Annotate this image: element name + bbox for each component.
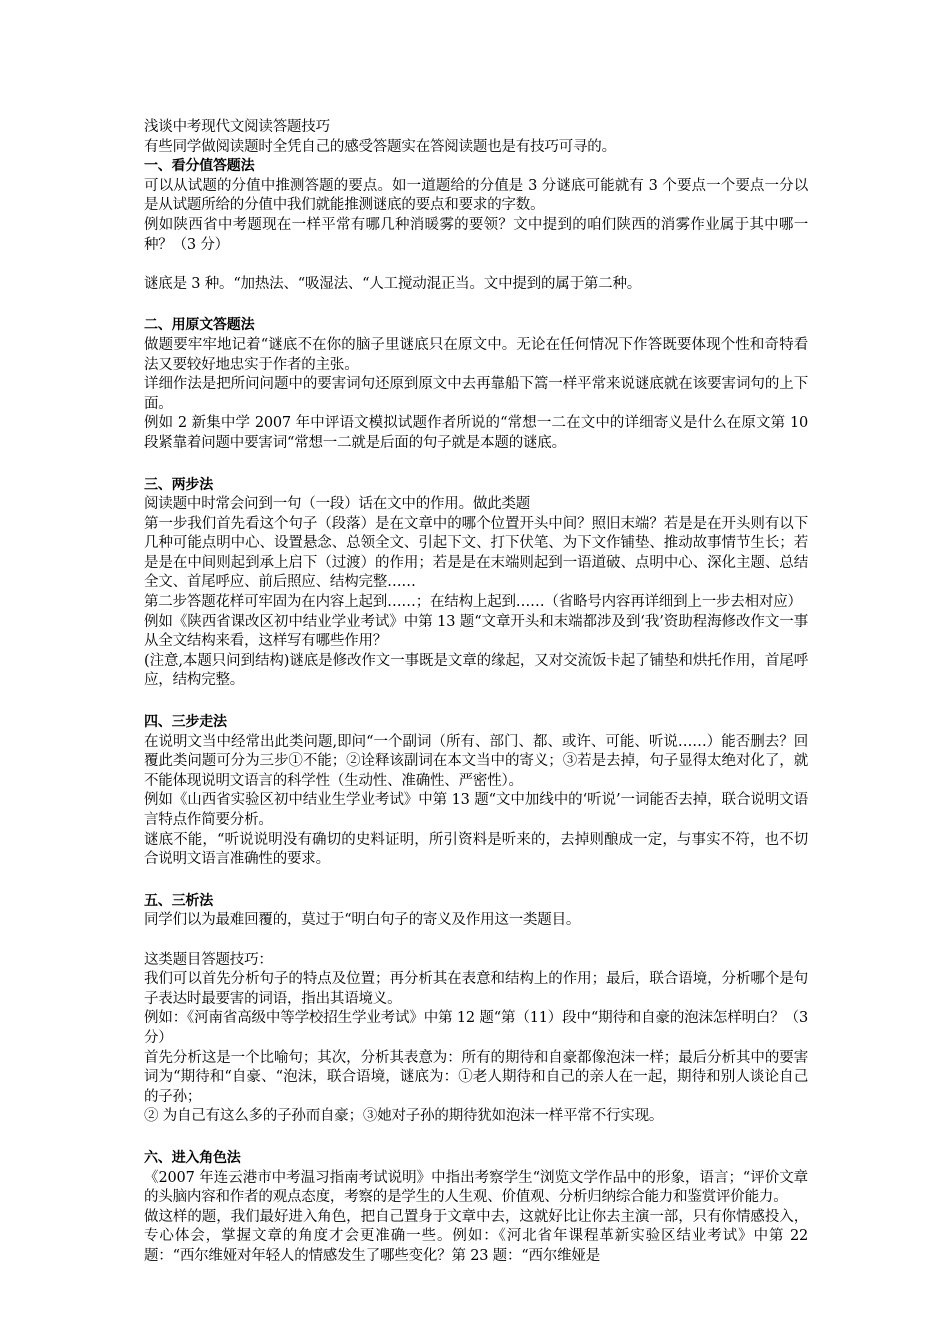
section-paragraph: 阅读题中时常会问到一句（一段）话在文中的作用。做此类题	[144, 496, 531, 513]
section-paragraph: 在说明文当中经常出此类问题,即问“一个副词（所有、部门、都、或许、可能、听说……）能否删去？回覆此类问题可分为三步①不能；②诠释该副词在本文当中的寄义；③若是去掉，句子显得太绝对化了，就不能体现说明文语言的科学性（生动性、准确性、严密性）。	[144, 733, 808, 789]
section-heading: 二、用原文答题法	[144, 317, 255, 334]
section-three-analysis-method	[144, 892, 808, 1127]
section-paragraph: 同学们以为最难回覆的，莫过于“明白句子的寄义及作用这一类题目。	[144, 912, 581, 929]
blank-line	[144, 931, 808, 951]
section-score-method	[144, 157, 808, 294]
document-body	[144, 118, 808, 1288]
section-paragraph: 做这样的题，我们最好进入角色，把自己置身于文章中去，这就好比让你去主演一部，只有你情感投入，专心体会，掌握文章的角度才会更准确一些。例如：《河北省年课程革新实验区结业考试》中第 22 题：“西尔维娅对年轻人的情感发生了哪些变化？第 23 题：“西尔维娅是	[144, 1208, 808, 1264]
section-paragraph: 这类题目答题技巧：	[144, 951, 273, 968]
section-role-method	[144, 1149, 808, 1267]
section-paragraph: 可以从试题的分值中推测答题的要点。如一道题给的分值是 3 分谜底可能就有 3 个要点一个要点一分以是从试题所给的分值中我们就能推测谜底的要点和要求的字数。	[144, 177, 808, 214]
section-three-step-method	[144, 713, 808, 870]
section-paragraph: (注意,本题只问到结构)谜底是修改作文一事既是文章的缘起，又对交流饭卡起了铺垫和烘托作用，首尾呼应，结构完整。	[144, 652, 808, 689]
section-original-text-method	[144, 316, 808, 453]
section-paragraph: 第一步我们首先看这个句子（段落）是在文章中的哪个位置开头中间？照旧末端？若是是在开头则有以下几种可能点明中心、设置悬念、总领全文、引起下文、打下伏笔、为下文作铺垫、推动故事情节生长；若是是在中间则起到承上启下（过渡）的作用；若是是在末端则起到一语道破、点明中心、深化主题、总结全文、首尾呼应、前后照应、结构完整……	[144, 515, 808, 591]
section-heading: 三、两步法	[144, 476, 213, 493]
section-paragraph: 谜底不能，“听说说明没有确切的史料证明，所引资料是听来的，去掉则酿成一定，与事实不符，也不切合说明文语言准确性的要求。	[144, 831, 808, 868]
section-paragraph: 做题要牢牢地记着“谜底不在你的脑子里谜底只在原文中。无论在任何情况下作答既要体现个性和奇特看法又要较好地忠实于作者的主张。	[144, 336, 808, 373]
document-title: 浅谈中考现代文阅读答题技巧	[144, 119, 330, 135]
section-heading: 一、看分值答题法	[144, 158, 255, 175]
section-paragraph: 第二步答题花样可牢固为在内容上起到……；在结构上起到……（省略号内容再详细到上一步去相对应）	[144, 594, 802, 611]
section-paragraph: 例如《山西省实验区初中结业生学业考试》中第 13 题“文中加线中的‘听说’一词能否去掉，联合说明文语言特点作简要分析。	[144, 792, 808, 828]
section-heading: 五、三析法	[144, 892, 213, 909]
section-paragraph: 详细作法是把所问问题中的要害词句还原到原文中去再靠船下篙一样平常来说谜底就在该要害词句的上下面。	[144, 376, 808, 412]
section-heading: 六、进入角色法	[144, 1149, 241, 1166]
section-paragraph: 例如陕西省中考题现在一样平常有哪几种消暖雾的要领？文中提到的咱们陕西的消雾作业属于其中哪一种？（3 分）	[144, 216, 808, 253]
blank-line	[144, 255, 808, 275]
section-paragraph: ② 为自己有这么多的子孙而自豪；③她对子孙的期待犹如泡沫一样平常不行实现。	[144, 1108, 664, 1125]
section-paragraph: 例如：《河南省高级中等学校招生学业考试》中第 12 题“第（11）段中“期待和自豪的泡沫怎样明白？（3 分）	[144, 1010, 808, 1046]
section-paragraph: 我们可以首先分析句子的特点及位置；再分析其在表意和结构上的作用；最后，联合语境，分析哪个是句子表达时最要害的词语，指出其语境义。	[144, 971, 808, 1007]
section-paragraph: 例如 2 新集中学 2007 年中评语文模拟试题作者所说的“常想一二在文中的详细寄义是什么在原文第 10 段紧靠着问题中要害词“常想一二就是后面的句子就是本题的谜底。	[144, 415, 808, 451]
section-paragraph: 例如《陕西省课改区初中结业学业考试》中第 13 题“文章开头和末端都涉及到‘我’资助程海修改作文一事从全文结构来看，这样写有哪些作用？	[144, 613, 808, 650]
section-paragraph: 《2007 年连云港市中考温习指南考试说明》中指出考察学生“浏览文学作品中的形象，语言；“评价文章的头脑内容和作者的观点态度，考察的是学生的人生观、价值观、分析归纳综合能力和鉴赏评价能力。	[144, 1169, 808, 1206]
section-heading: 四、三步走法	[144, 714, 227, 731]
section-paragraph: 谜底是 3 种。“加热法、“吸湿法、“人工搅动混正当。文中提到的属于第二种。	[144, 275, 642, 292]
section-paragraph: 首先分析这是一个比喻句；其次，分析其表意为：所有的期待和自豪都像泡沫一样；最后分析其中的要害词为“期待和“自豪、“泡沫，联合语境，谜底为：①老人期待和自己的亲人在一起，期待和别人谈论自己的子孙；	[144, 1049, 808, 1105]
section-two-step-method	[144, 476, 808, 692]
intro-paragraph: 有些同学做阅读题时全凭自己的感受答题实在答阅读题也是有技巧可寻的。	[144, 138, 616, 155]
